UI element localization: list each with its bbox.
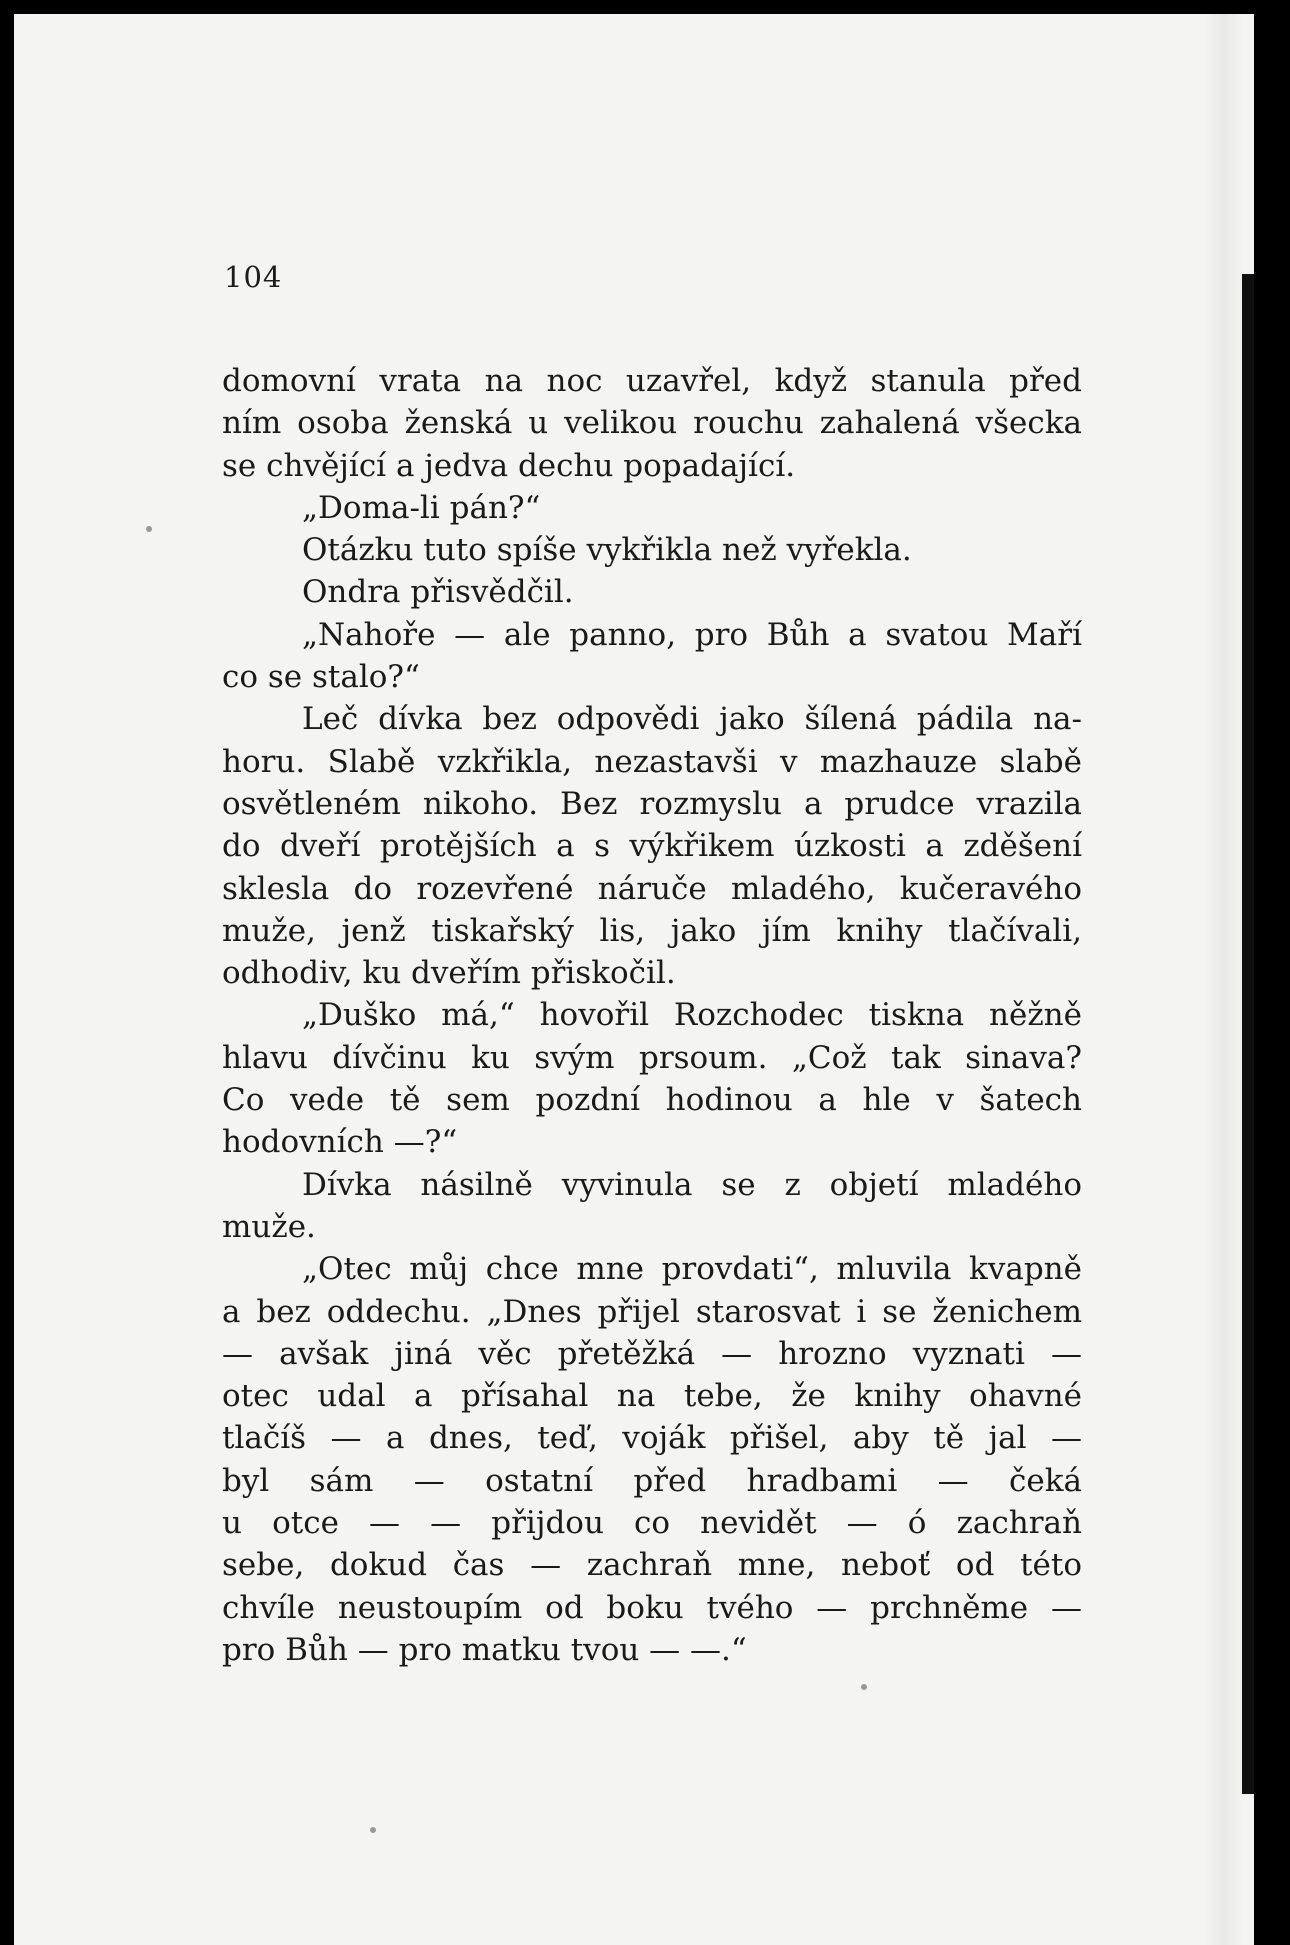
text-line: sklesla do rozevřené náruče mladého, kučeravého bbox=[222, 870, 1082, 907]
text-line: tlačíš — a dnes, teď, voják přišel, aby tě jal — bbox=[222, 1420, 1082, 1457]
text-line: „Nahoře — ale panno, pro Bůh a svatou Maří bbox=[302, 616, 1082, 653]
text-line: a bez oddechu. „Dnes přijel starosvat i se ženichem bbox=[222, 1293, 1082, 1330]
text-line: Ondra přisvědčil. bbox=[302, 574, 574, 611]
text-line: — avšak jiná věc přetěžká — hrozno vyznati — bbox=[222, 1335, 1082, 1372]
text-line: domovní vrata na noc uzavřel, když stanula před bbox=[222, 363, 1082, 399]
text-line: u otce — — přijdou co nevidět — ó zachraň bbox=[222, 1505, 1082, 1542]
text-line: pro Bůh — pro matku tvou — —.“ bbox=[222, 1631, 747, 1668]
text-line: do dveří protějších a s výkřikem úzkosti a zděšení bbox=[222, 828, 1082, 865]
text-line: „Otec můj chce mne provdati“, mluvila kvapně bbox=[302, 1251, 1082, 1288]
text-line: Co vede tě sem pozdní hodinou a hle v šatech bbox=[222, 1082, 1082, 1119]
text-line: Leč dívka bez odpovědi jako šílená pádila na- bbox=[302, 701, 1082, 738]
text-line: osvětleném nikoho. Bez rozmyslu a prudce vrazila bbox=[222, 785, 1082, 822]
text-line: „Duško má,“ hovořil Rozchodec tiskna něžně bbox=[302, 997, 1082, 1034]
text-line: otec udal a přísahal na tebe, že knihy ohavné bbox=[222, 1378, 1082, 1415]
text-line: sebe, dokud čas — zachraň mne, neboť od této bbox=[222, 1547, 1082, 1584]
text-line: byl sám — ostatní před hradbami — čeká bbox=[222, 1462, 1082, 1499]
page-number: 104 bbox=[224, 260, 283, 294]
body-text bbox=[222, 360, 1082, 1671]
text-line: se chvějící a jedva dechu popadající. bbox=[222, 447, 796, 484]
text-line: hlavu dívčinu ku svým prsoum. „Což tak sinava? bbox=[222, 1039, 1082, 1076]
print-speck bbox=[861, 1684, 867, 1690]
page-edge-line bbox=[1242, 274, 1254, 1794]
text-line: horu. Slabě vzkřikla, nezastavši v mazhauze slabě bbox=[222, 743, 1082, 780]
print-speck bbox=[146, 526, 152, 532]
text-line: hodovních —?“ bbox=[222, 1124, 458, 1161]
text-line: „Doma-li pán?“ bbox=[302, 489, 541, 526]
print-speck bbox=[370, 1827, 376, 1833]
text-line: ním osoba ženská u velikou rouchu zahalená všecka bbox=[222, 405, 1082, 442]
text-line: Otázku tuto spíše vykřikla než vyřekla. bbox=[302, 532, 912, 569]
book-page bbox=[14, 14, 1254, 1945]
text-line: muže, jenž tiskařský lis, jako jím knihy tlačívali, bbox=[222, 912, 1082, 949]
text-line: co se stalo?“ bbox=[222, 659, 420, 696]
text-line: muže. bbox=[222, 1208, 316, 1245]
text-line: chvíle neustoupím od boku tvého — prchněme — bbox=[222, 1589, 1082, 1626]
text-line: odhodiv, ku dveřím přiskočil. bbox=[222, 955, 676, 992]
text-line: Dívka násilně vyvinula se z objetí mladého bbox=[302, 1166, 1082, 1203]
